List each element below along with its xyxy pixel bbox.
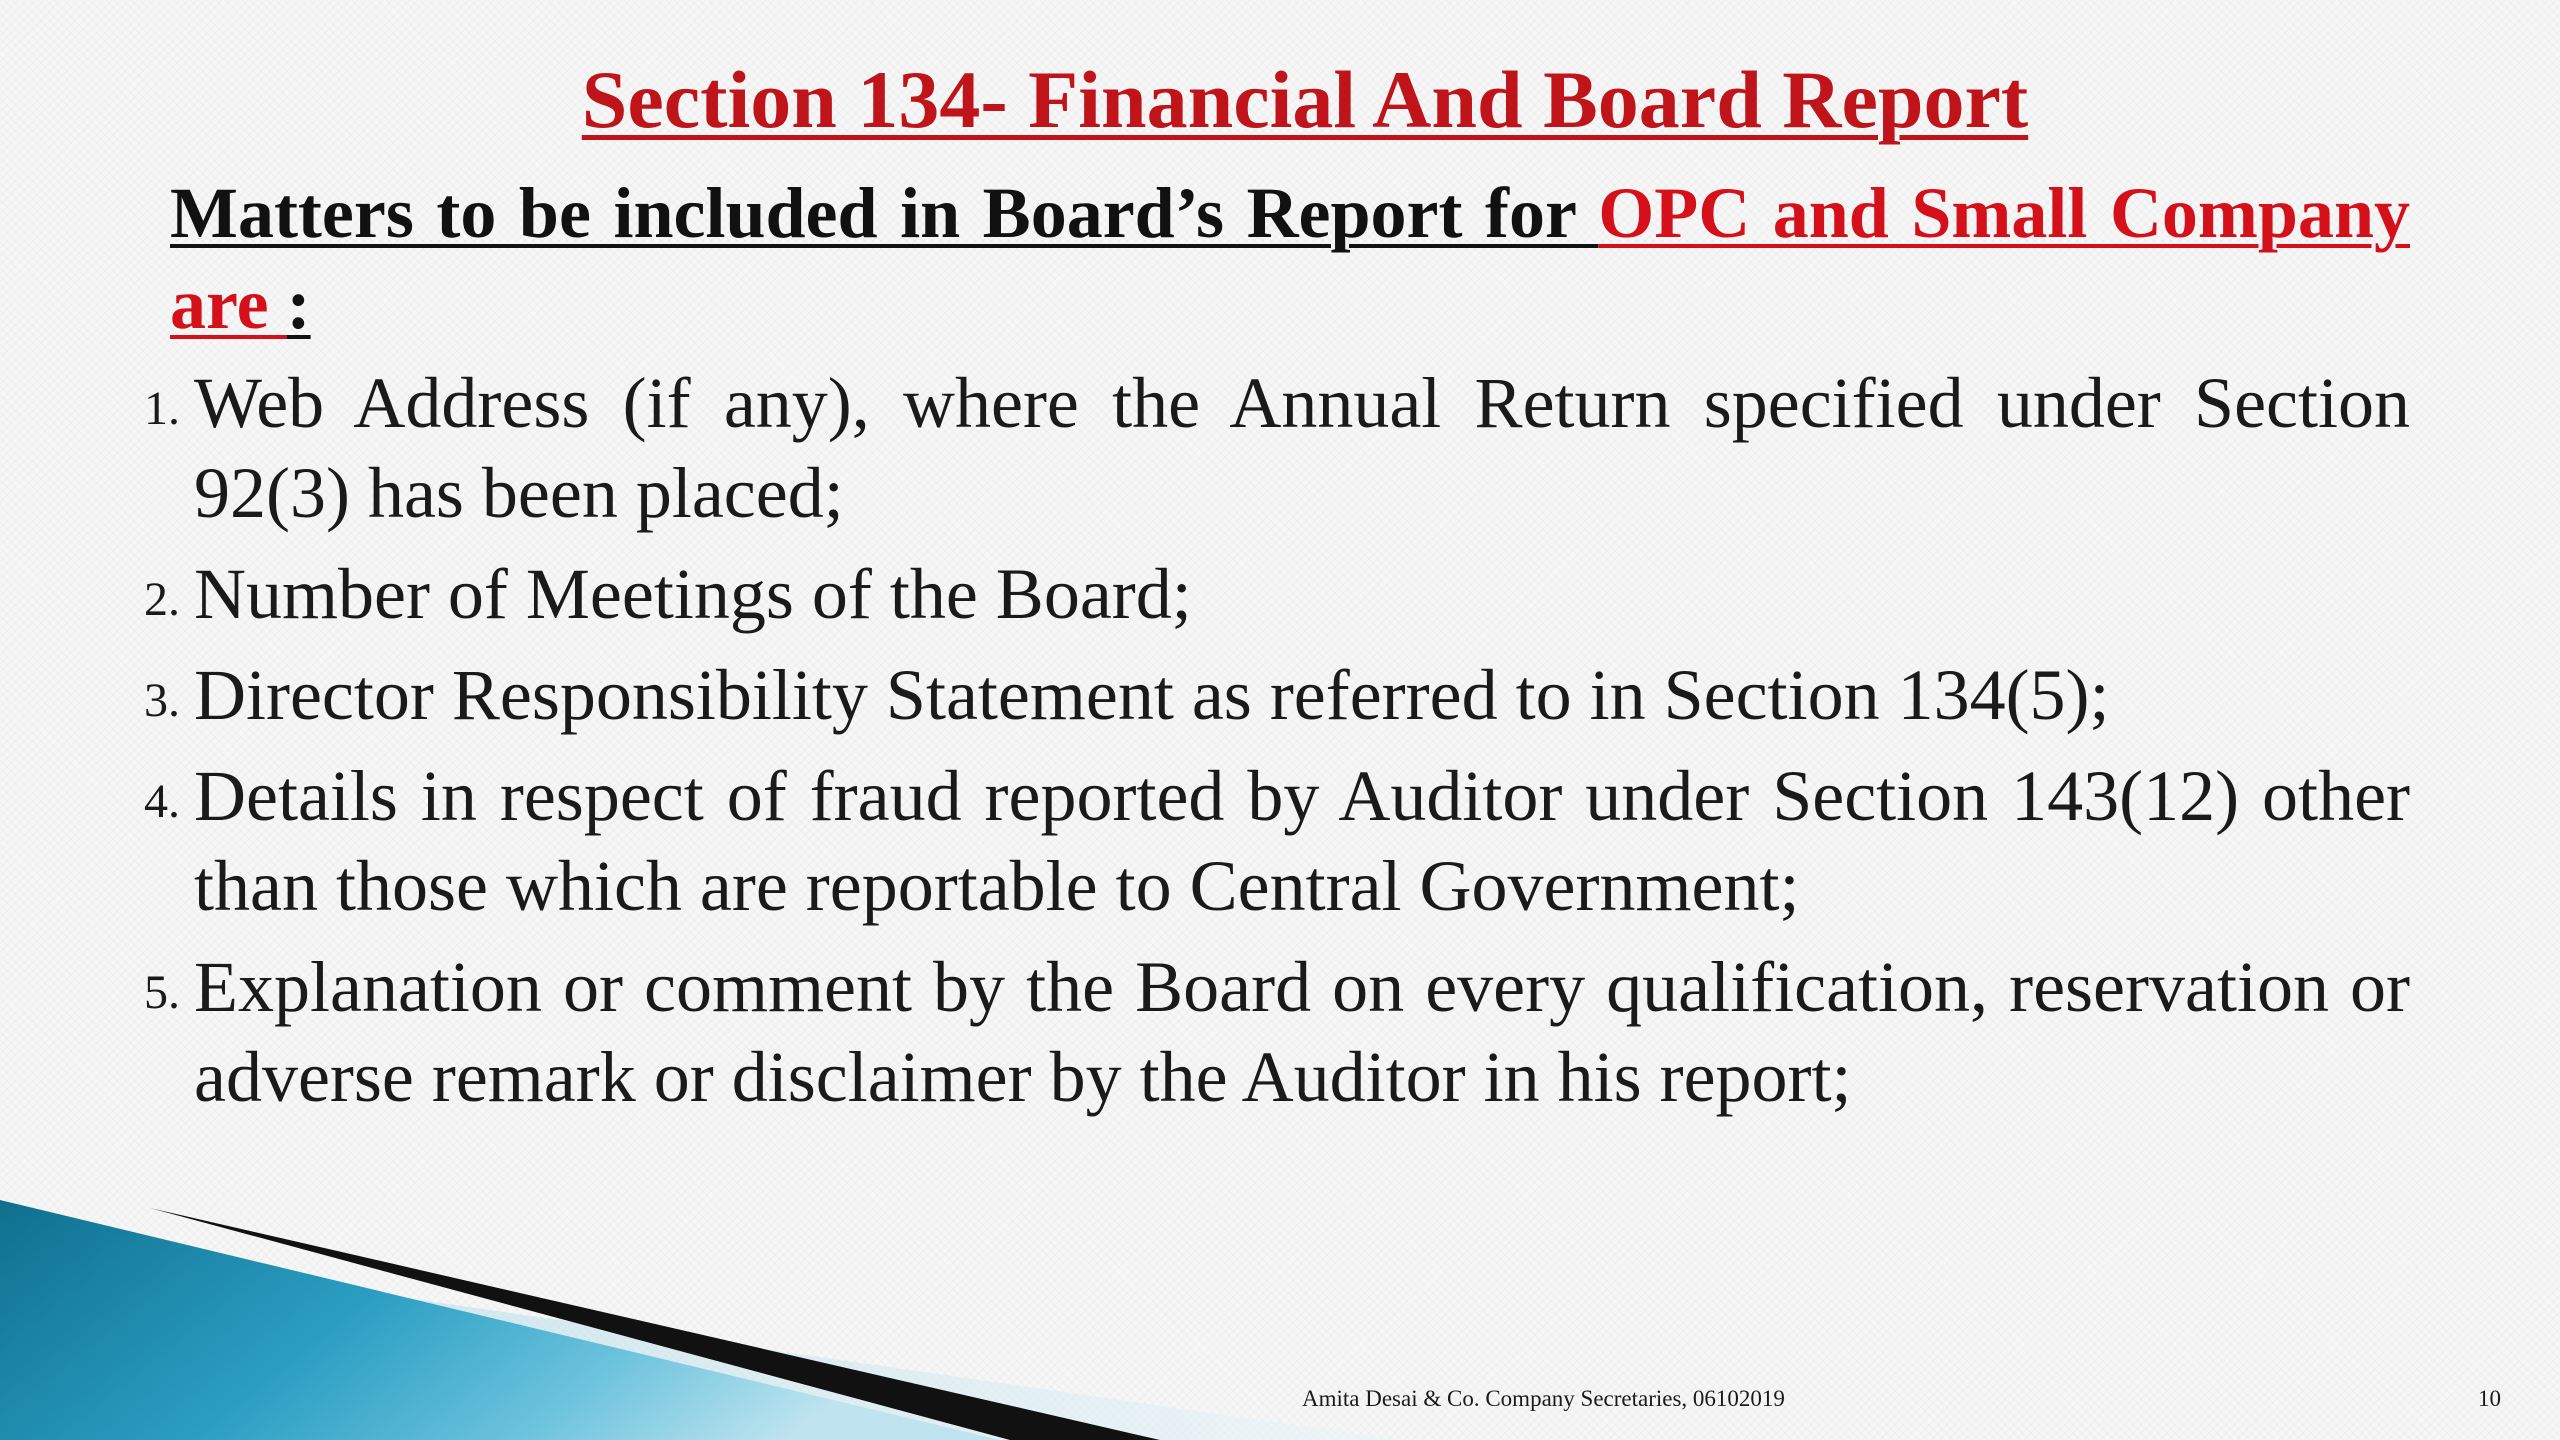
footer-text: Amita Desai & Co. Company Secretaries, 06102019 (1302, 1386, 1785, 1411)
list-item (140, 942, 2410, 1122)
list-item-number: 3. (144, 674, 180, 727)
intro-colon: : (286, 264, 311, 344)
list-item (140, 751, 2410, 931)
decor-teal-wedge (0, 1200, 1000, 1440)
intro-heading (170, 168, 2410, 350)
slide-title: Section 134- Financial And Board Report (581, 54, 2029, 145)
corner-decoration (0, 1200, 1400, 1440)
list-item-text: Details in respect of fraud reported by Auditor under Section 143(12) other than those which are reportable to Central Government; (194, 756, 2410, 926)
list-item-number: 4. (144, 775, 180, 828)
intro-highlight: OPC and Small Company are (170, 173, 2410, 344)
list-item (140, 650, 2410, 740)
list-item-text: Explanation or comment by the Board on every qualification, reservation or adverse remark or disclaimer by the Auditor in his report; (194, 947, 2410, 1117)
list-item-text: Web Address (if any), where the Annual Return specified under Section 92(3) has been placed; (194, 363, 2410, 533)
list-item-text: Number of Meetings of the Board; (194, 554, 1192, 634)
list-item-text: Director Responsibility Statement as referred to in Section 134(5); (194, 655, 2110, 735)
intro-lead: Matters to be included in Board’s Report for (170, 173, 1599, 253)
list-item-number: 1. (144, 382, 180, 435)
list-item-number: 2. (144, 573, 180, 626)
matters-list (140, 358, 2410, 1133)
page-number: 10 (2478, 1386, 2501, 1411)
list-item (140, 549, 2410, 639)
list-item (140, 358, 2410, 538)
list-item-number: 5. (144, 966, 180, 1019)
